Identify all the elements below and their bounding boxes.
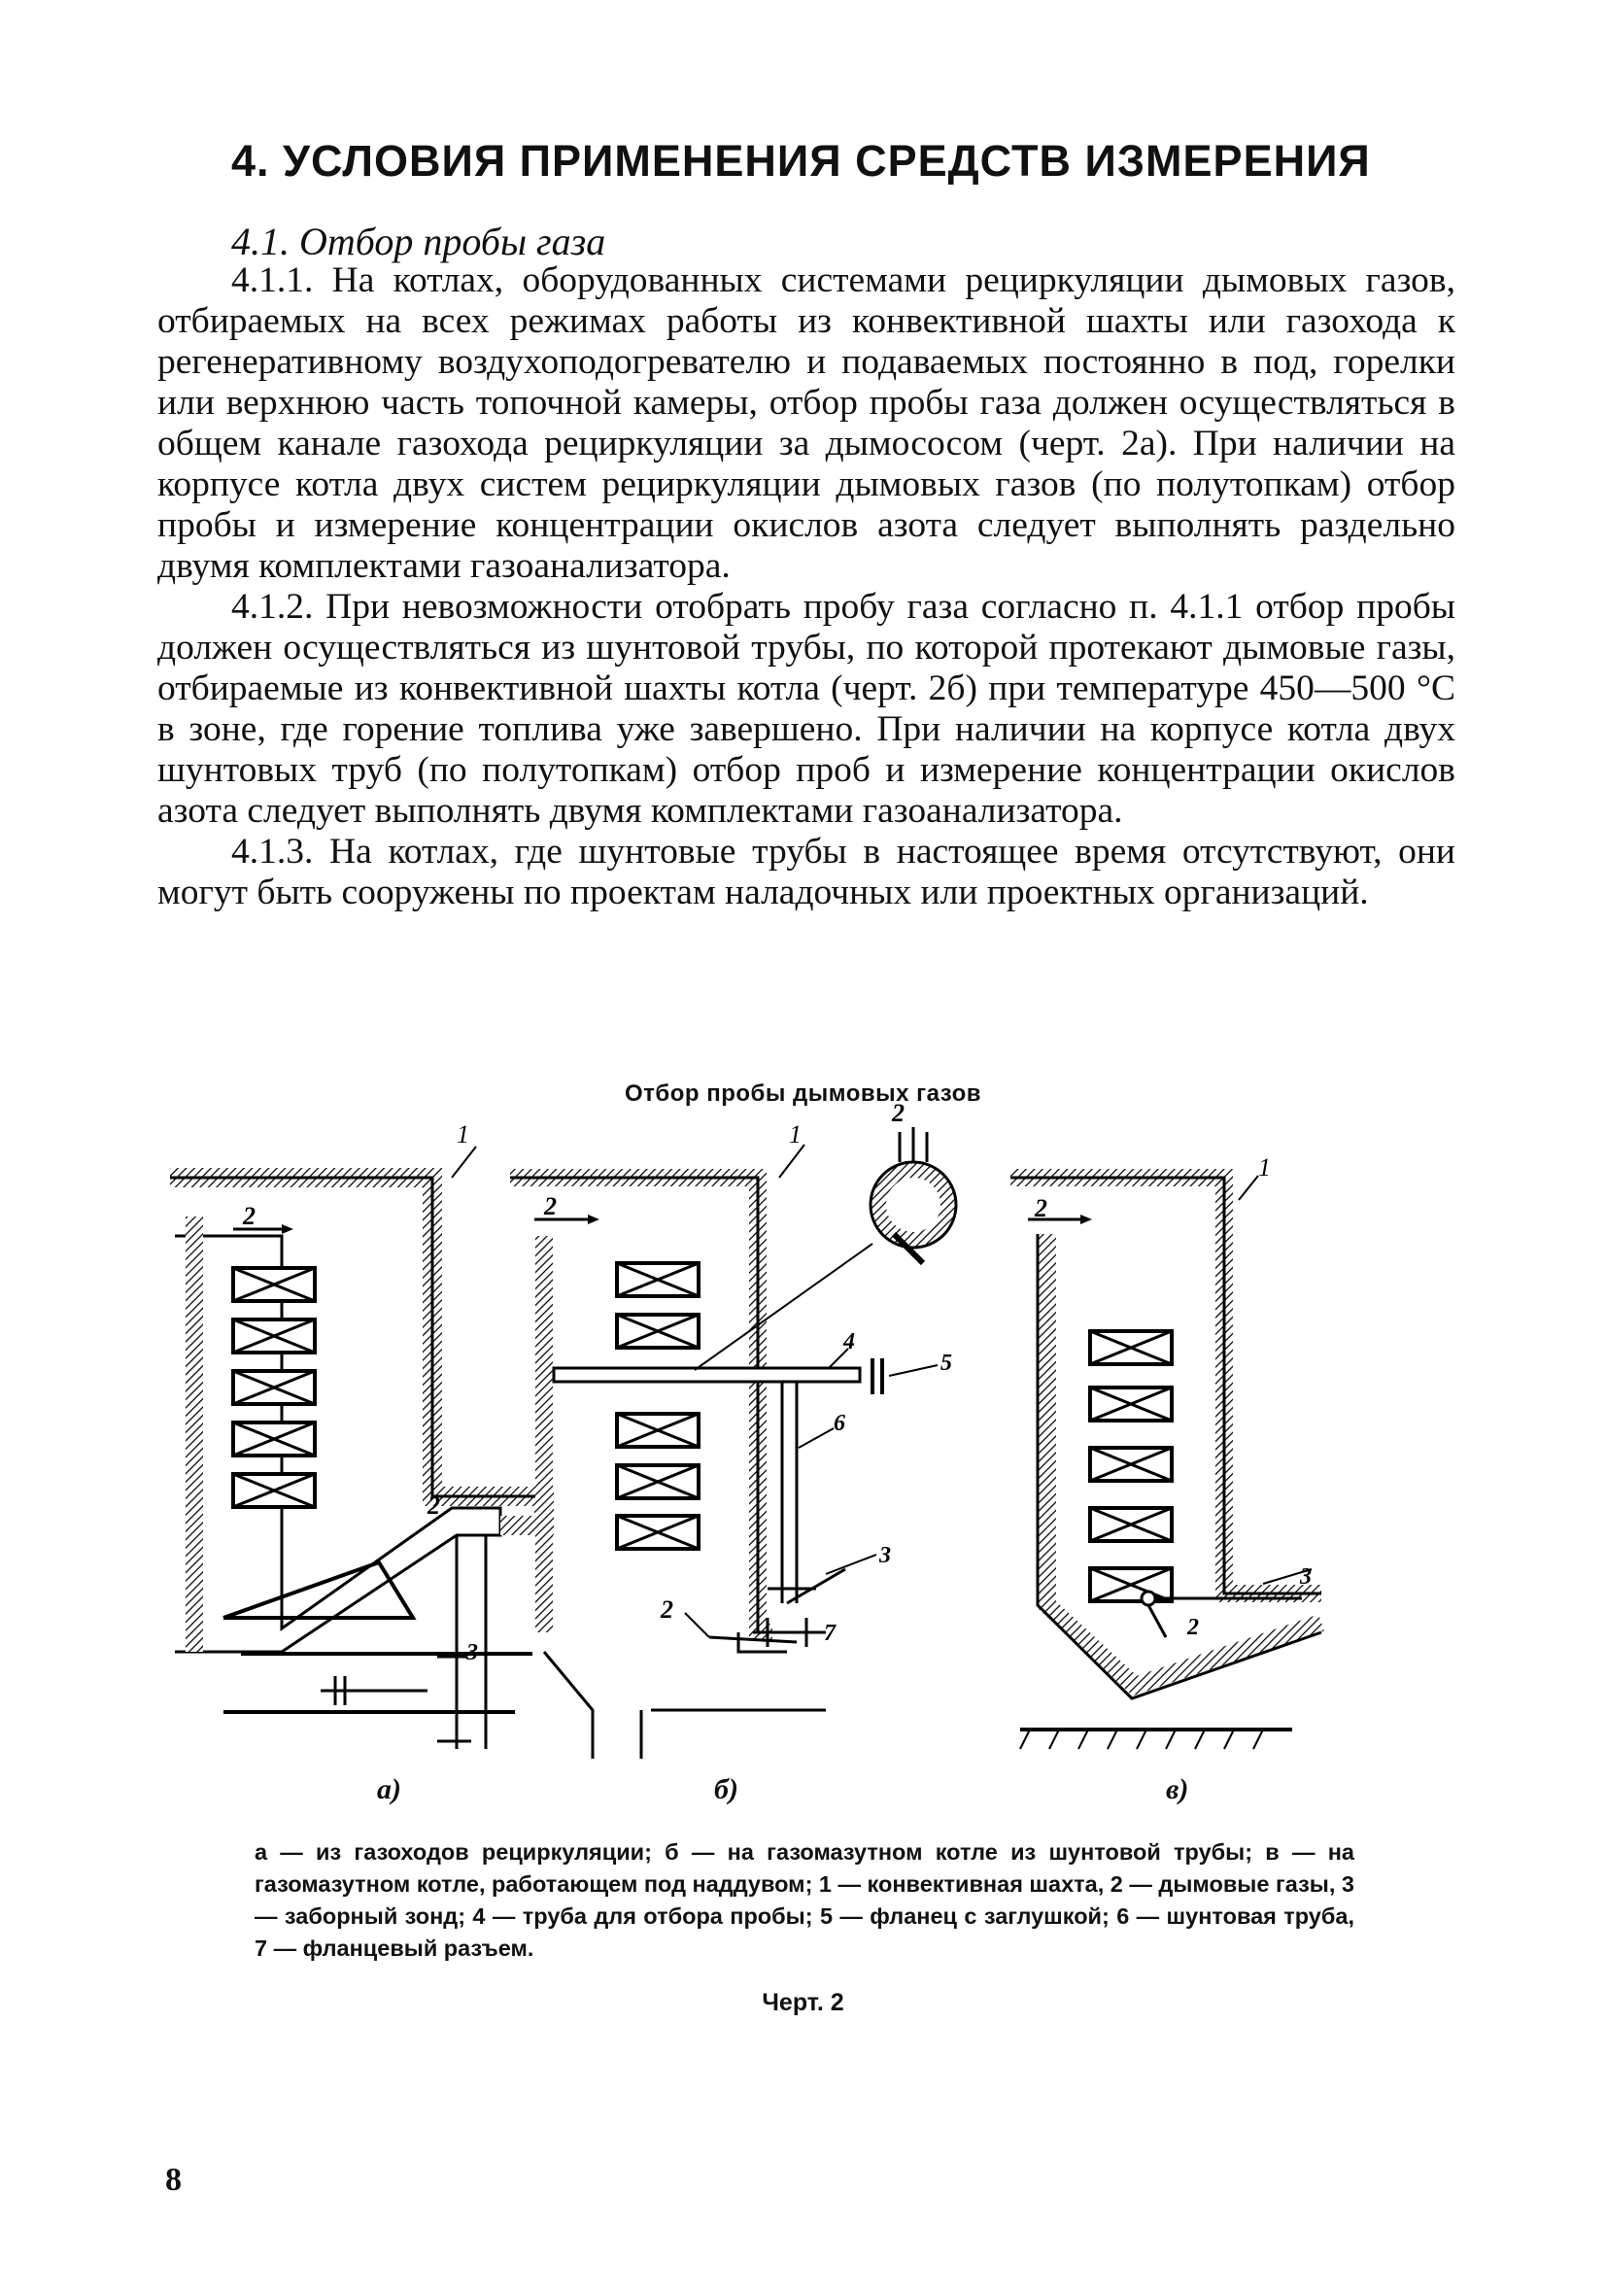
label-a-2-mid: 2 [427,1491,440,1520]
label-b-2-bottom: 2 [661,1595,673,1624]
label-c-1: 1 [1258,1153,1271,1182]
label-b-7: 7 [824,1621,836,1646]
drawing-number: Черт. 2 [762,1989,844,2016]
label-b-5: 5 [940,1351,952,1376]
subfigure-label-b: б) [714,1773,738,1805]
label-b-2-right: 2 [892,1099,905,1127]
page-number: 8 [165,2162,182,2198]
label-a-2-top: 2 [243,1202,256,1230]
label-c-2-bottom: 2 [1187,1615,1199,1640]
subfigure-label-a: а) [377,1773,401,1805]
label-a-1: 1 [457,1120,469,1148]
paragraph-4-1-2: 4.1.2. При невозможности отобрать пробу газа согласно п. 4.1.1 отбор пробы должен осуществляться из шунтовой трубы, по которой протекают дымовые газы, отбираемые из конвективной шахты котла (черт. 2б) при температуре 450—500 °С в зоне, где горение топлива уже завершено. При наличии на корпусе котла двух шунтовых труб (по полутопкам) отбор проб и измерение концентрации окислов азота следует выполнять двумя комплектами газоанализатора. [157,587,1455,831]
label-c-2-top: 2 [1035,1194,1047,1222]
label-b-6: 6 [834,1411,845,1436]
label-b-3: 3 [879,1543,891,1568]
paragraph-4-1-3: 4.1.3. На котлах, где шунтовые трубы в настоящее время отсутствуют, они могут быть сооружены по проектам наладочных или проектных организаций. [157,832,1455,912]
label-b-1: 1 [789,1120,802,1148]
label-a-3: 3 [466,1640,478,1665]
subfigure-label-c: в) [1166,1773,1189,1805]
label-b-4: 4 [843,1329,855,1354]
subsection-title: 4.1. Отбор пробы газа [231,220,606,263]
figure-caption: а — из газоходов рециркуляции; б — на газомазутном котле из шунтовой трубы; в — на газомазутном котле, работающем под наддувом; 1 — конвективная шахта, 2 — дымовые газы, 3 — заборный зонд; 4 — труба для отбора пробы; 5 — фланец с заглушкой; 6 — шунтовая труба, 7 — фланцевый разъем. [255,1839,1354,1961]
panel-a-recirculation-duct [170,1147,544,1749]
panel-c-pressurized-boiler [1010,1176,1321,1749]
figure-title: Отбор пробы дымовых газов [624,1080,981,1107]
label-c-3: 3 [1300,1564,1312,1590]
section-title: 4. УСЛОВИЯ ПРИМЕНЕНИЯ СРЕДСТВ ИЗМЕРЕНИЯ [231,136,1371,186]
label-b-2-top: 2 [544,1192,557,1220]
flue-gas-sampling-diagram [243,1099,1341,1807]
paragraph-4-1-1: 4.1.1. На котлах, оборудованных системами рециркуляции дымовых газов, отбираемых на всех режимах работы из конвективной шахты или газохода к регенеративному воздухоподогревателю и подаваемых постоянно в под, горелки или верхнюю часть топочной камеры, отбор пробы газа должен осуществляться в общем канале газохода рециркуляции за дымососом (черт. 2а). При наличии на корпусе котла двух систем рециркуляции дымовых газов (по полутопкам) отбор пробы и измерение концентрации окислов азота следует выполнять раздельно двумя комплектами газоанализатора. [157,260,1455,586]
body-text [157,260,1455,913]
panel-b-shunt-pipe [510,1127,956,1759]
